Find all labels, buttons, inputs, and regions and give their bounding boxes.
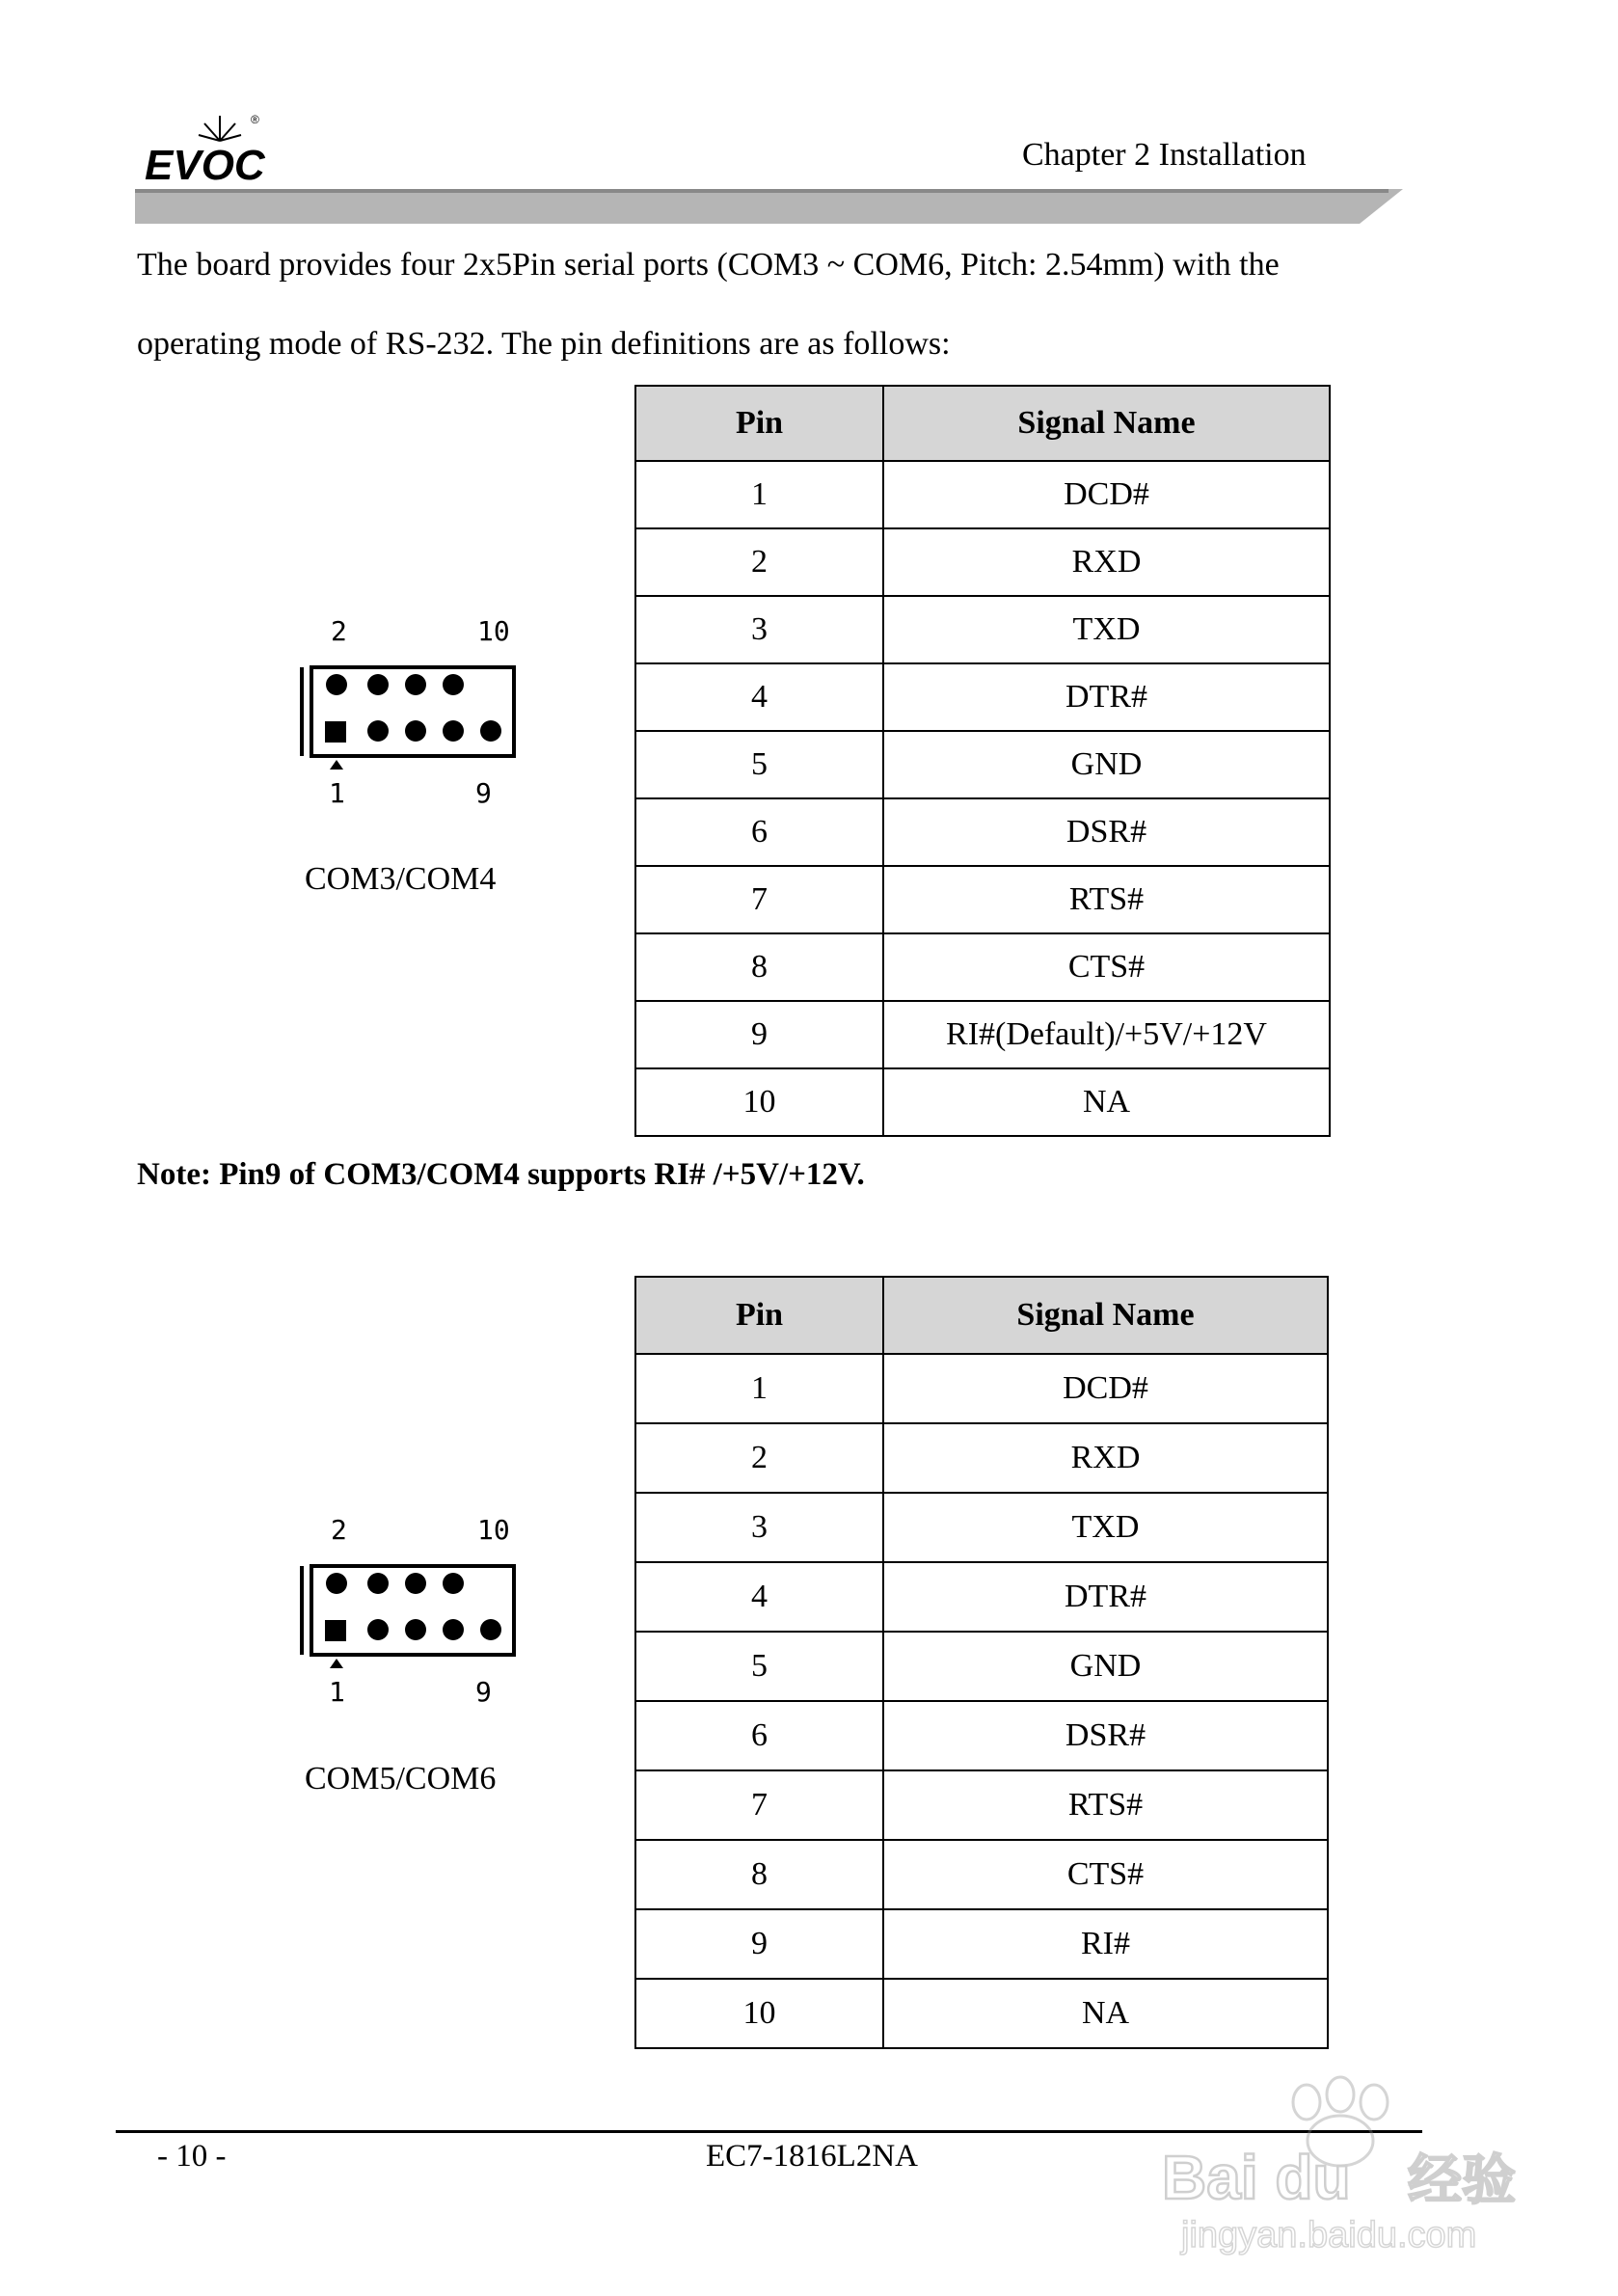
signal-cell: CTS# [883, 1840, 1328, 1909]
watermark-brand: Bai du [1162, 2143, 1351, 2212]
signal-cell: DCD# [883, 461, 1330, 528]
header-signal-name: Signal Name [883, 1277, 1328, 1354]
table-row [635, 1770, 1328, 1840]
chapter-title: Chapter 2 Installation [1022, 137, 1307, 173]
intro-line-1: The board provides four 2x5Pin serial ports (COM3 ~ COM6, Pitch: 2.54mm) with the [137, 247, 1280, 283]
table-row [635, 663, 1330, 731]
com5-com6-connector-diagram [294, 1516, 526, 1709]
pin-cell: 10 [635, 1979, 883, 2048]
pin-cell: 5 [635, 1632, 883, 1701]
signal-cell: RI# [883, 1909, 1328, 1979]
table-row [635, 1701, 1328, 1770]
signal-cell: DSR# [883, 798, 1330, 866]
table-row [635, 1354, 1328, 1423]
pin-label: 1 [329, 777, 345, 809]
pin-label: 10 [477, 1516, 510, 1546]
pin-cell: 2 [635, 528, 883, 596]
pin-dots [325, 1573, 501, 1641]
table-row [635, 1001, 1330, 1068]
pin-cell: 4 [635, 663, 883, 731]
signal-cell: NA [883, 1979, 1328, 2048]
signal-cell: DTR# [883, 663, 1330, 731]
pin-cell: 7 [635, 1770, 883, 1840]
watermark-label: 经验 [1408, 2149, 1516, 2212]
pin-label: 1 [329, 1676, 345, 1708]
pin1-marker-icon [330, 760, 343, 770]
table-row [635, 596, 1330, 663]
signal-cell: RXD [883, 1423, 1328, 1493]
signal-cell: RTS# [883, 1770, 1328, 1840]
table-row [635, 1423, 1328, 1493]
pin-label: 9 [475, 1676, 492, 1708]
table-row [635, 866, 1330, 933]
signal-cell: RI#(Default)/+5V/+12V [883, 1001, 1330, 1068]
table-row [635, 1979, 1328, 2048]
pin-cell: 1 [635, 1354, 883, 1423]
header-pin: Pin [635, 1277, 883, 1354]
table-row [635, 1068, 1330, 1136]
model-number: EC7-1816L2NA [706, 2139, 918, 2174]
connector-caption: COM5/COM6 [305, 1761, 497, 1796]
header-rule [135, 189, 1403, 224]
registered-mark: ® [251, 113, 259, 126]
pin-table-com5-com6 [634, 1276, 1329, 2049]
pin-cell: 1 [635, 461, 883, 528]
pin1-marker-icon [330, 1659, 343, 1668]
table-row [635, 1909, 1328, 1979]
table-header-row [635, 386, 1330, 461]
header-pin: Pin [635, 386, 883, 461]
baidu-watermark [1152, 2073, 1538, 2256]
pin-cell: 10 [635, 1068, 883, 1136]
signal-cell: GND [883, 1632, 1328, 1701]
table-row [635, 731, 1330, 798]
pin-cell: 8 [635, 933, 883, 1001]
signal-cell: DSR# [883, 1701, 1328, 1770]
sunburst-icon [199, 116, 241, 141]
table-row [635, 1840, 1328, 1909]
table-row [635, 933, 1330, 1001]
signal-cell: TXD [883, 596, 1330, 663]
signal-cell: RTS# [883, 866, 1330, 933]
signal-cell: CTS# [883, 933, 1330, 1001]
signal-cell: NA [883, 1068, 1330, 1136]
table-row [635, 528, 1330, 596]
signal-cell: DTR# [883, 1562, 1328, 1632]
com3-com4-connector-diagram [294, 617, 526, 810]
logo-text: EVOC [145, 142, 265, 185]
pin-cell: 3 [635, 596, 883, 663]
pin-cell: 7 [635, 866, 883, 933]
pin-cell: 6 [635, 798, 883, 866]
pin9-note: Note: Pin9 of COM3/COM4 supports RI# /+5V/+12V. [137, 1157, 865, 1192]
pin-label: 2 [331, 617, 347, 647]
table-row [635, 798, 1330, 866]
intro-line-2: operating mode of RS-232. The pin definitions are as follows: [137, 326, 951, 362]
pin-cell: 9 [635, 1001, 883, 1068]
connector-caption: COM3/COM4 [305, 861, 497, 897]
pin-label: 2 [331, 1516, 347, 1546]
pin-label: 10 [477, 617, 510, 647]
pin-table-com3-com4 [634, 385, 1331, 1137]
table-row [635, 461, 1330, 528]
pin-cell: 5 [635, 731, 883, 798]
pin-cell: 2 [635, 1423, 883, 1493]
header-signal-name: Signal Name [883, 386, 1330, 461]
table-row [635, 1632, 1328, 1701]
table-row [635, 1562, 1328, 1632]
signal-cell: TXD [883, 1493, 1328, 1562]
pin-cell: 9 [635, 1909, 883, 1979]
pin-dots [325, 674, 501, 743]
watermark-url: jingyan.baidu.com [1181, 2215, 1477, 2255]
pin-cell: 8 [635, 1840, 883, 1909]
pin-label: 9 [475, 777, 492, 809]
page-number: - 10 - [157, 2139, 227, 2174]
pin-cell: 4 [635, 1562, 883, 1632]
pin-cell: 6 [635, 1701, 883, 1770]
signal-cell: DCD# [883, 1354, 1328, 1423]
table-header-row [635, 1277, 1328, 1354]
pin-cell: 3 [635, 1493, 883, 1562]
signal-cell: GND [883, 731, 1330, 798]
table-row [635, 1493, 1328, 1562]
evoc-logo [143, 108, 268, 185]
signal-cell: RXD [883, 528, 1330, 596]
